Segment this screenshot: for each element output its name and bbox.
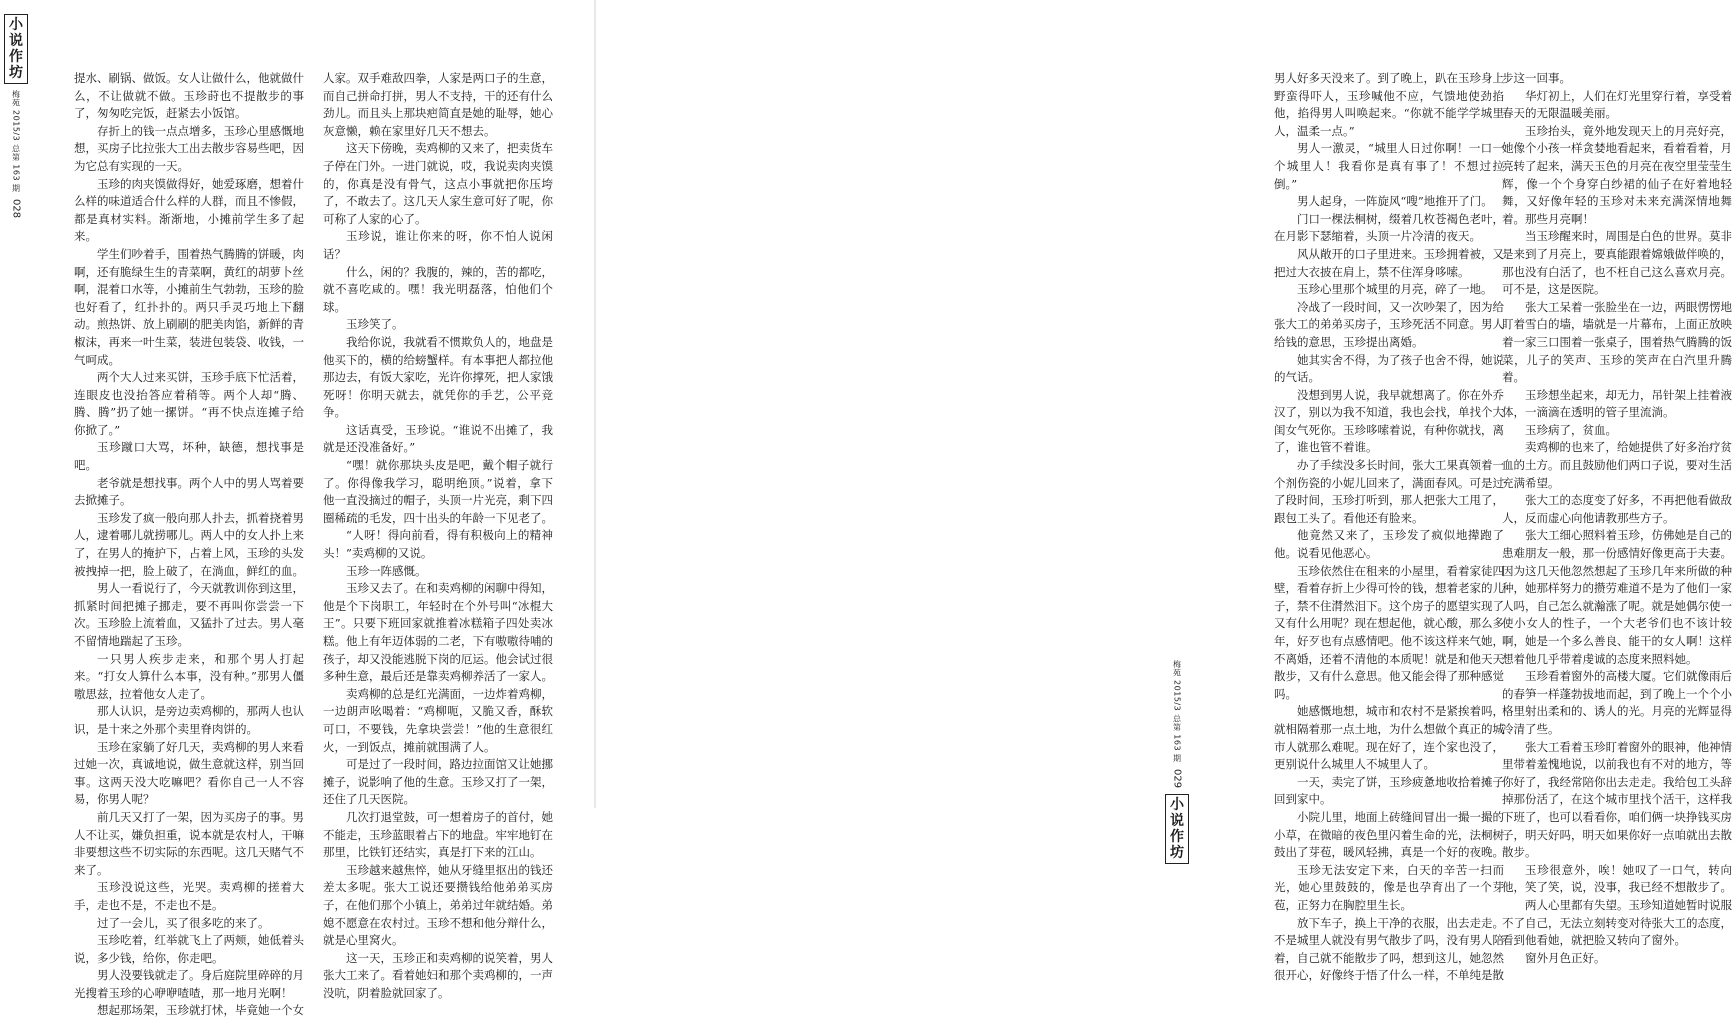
paragraph: 他竟然又来了，玉珍发了疯似地撵跑了他。说看见他恶心。 xyxy=(1274,528,1504,561)
paragraph: 那人认识，是旁边卖鸡柳的，那两人也认识，是十来之外那个卖里脊肉饼的。 xyxy=(74,704,304,736)
paragraph: 放下车子，换上干净的衣服，出去走走。不是城里人就没有男气散步了吗，没有男人陪着，自己就不能散步了吗，想到这儿，她忽然很开心，好像终于悟了什么一样，不单纯是散 xyxy=(1274,915,1504,983)
paragraph: 华灯初上，人们在灯光里穿行着，享受着春天的无限温暖美丽。 xyxy=(1502,88,1732,121)
section-title-char: 小 xyxy=(9,17,23,33)
paragraph: 我给你说，我就看不惯欺负人的，地盘是他买下的，横的给螃蟹样。有本事把人都拉他那边去，有饭大家吃，光许你撑死，把人家饿死呀！你明天就去，就凭你的手艺，公平竞争。 xyxy=(323,334,553,420)
paragraph: 步这一回事。 xyxy=(1502,71,1571,85)
section-title-box xyxy=(1165,794,1189,864)
paragraph: 她其实舍不得，为了孩子也舍不得，她说的气话。 xyxy=(1274,352,1504,385)
section-title-char: 坊 xyxy=(1170,844,1184,861)
paragraph: 两人心里都有失望。玉珍知道她暂时说服不了自己，无法立刻转变对待张大工的态度，看到他看她，就把脸又转向了窗外。 xyxy=(1502,897,1732,948)
paragraph: 玉珍的肉夹馍做得好，她爱琢磨，想着什么样的味道适合什么样的人群，而且不惨假，都是真材实料。渐渐地，小摊前学生多了起来。 xyxy=(74,176,304,244)
paragraph: 前几天又打了一架，因为买房子的事。男人不让买，嫌负担重，说本就是农村人，干嘛非要想这些不切实际的东西呢。这几天赌气不来了。 xyxy=(74,809,304,877)
paragraph: 玉珍看着窗外的高楼大厦。它们就像雨后的春笋一样蓬勃拔地而起，到了晚上一个个小格里射出柔和的、诱人的光。月亮的光辉显得冷清了些。 xyxy=(1502,669,1732,736)
paragraph: 玉珍蹴口大骂，坏种，缺德，想找事是吧。 xyxy=(74,440,304,473)
paragraph: 一天，卖完了饼，玉珍疲惫地收拾着摊子回到家中。 xyxy=(1274,774,1504,807)
section-title-char: 作 xyxy=(1170,828,1184,845)
page-number: 028 xyxy=(10,198,22,218)
paragraph: 玉珍抬头，竟外地发现天上的月亮好亮，她像个小孩一样贪婪地看起来，看着看着，月亮转了起来，满天玉色的月亮在夜空里莹莹生辉，像一个个身穿白纱裙的仙子在好着地轻舞，又好像年轻的玉珍对未来充满深情地舞着。那些月亮啊！ xyxy=(1502,123,1732,226)
paragraph: “嘿！就你那块头皮是吧，戴个帽子就行了。你得像我学习，聪明绝顶。”说着，拿下他一直没摘过的帽子，头顶一片光亮，剩下四圈稀疏的毛发，四十出头的年龄一下见老了。 xyxy=(323,458,553,525)
paragraph: 一只男人疾步走来，和那个男人打起来。“打女人算什么本事，没有种。”那男人僵嗷思兹，拉着他女人走了。 xyxy=(74,651,304,701)
paragraph: 玉珍在家躺了好几天，卖鸡柳的男人来看过她一次，真诚地说，做生意就这样，别当回事。这两天没大吃嘛吧？看你自己一人不容易，你男人呢？ xyxy=(74,739,304,807)
paragraph: 玉珍很意外，唉！她叹了一口气，转向他，笑了笑，说，没事，我已经不想散步了。 xyxy=(1502,862,1732,895)
paragraph: 存折上的钱一点点增多，玉珍心里感慨地想，买房子比拉张大工出去散步容易些吧，因为它总有实现的一天。 xyxy=(74,123,304,173)
paragraph: 玉珍没说这些，光哭。卖鸡柳的搓着大手，走也不是，不走也不是。 xyxy=(74,880,304,912)
paragraph: 可是过了一段时间，路边拉面馆又让她挪摊子，说影响了他的生意。玉珍又打了一架，还住了几天医院。 xyxy=(323,757,553,807)
running-head-right xyxy=(1163,660,1191,864)
paragraph: 玉珍想坐起来，却无力，吊针架上挂着液体，一滴滴在透明的管子里流淌。 xyxy=(1502,387,1732,420)
text-column xyxy=(74,70,304,1018)
paragraph: 她感慨地想，城市和农村不是紧挨着吗，就相隔着那一点土地，为什么想做个真正的城市人就那么难呢。现在好了，连个家也没了，更别说什么城里人不城里人了。 xyxy=(1274,704,1504,772)
paragraph: 玉珍病了，贫血。 xyxy=(1525,422,1617,437)
paragraph: 卖鸡柳的总是红光满面，一边炸着鸡柳，一边朗声吆喝着：“鸡柳呃，又脆又香，酥软可口，不要钱，先拿块尝尝！”他的生意很红火，一到饭点，摊前就围满了人。 xyxy=(323,686,553,754)
paragraph: 张大工细心照料着玉珍，仿佛她是自己的患难朋友一般，那一份感情好像更高于夫妻。因为这几天他忽然想起了玉珍几年来所做的种种，她那样努力的攒劳难道不是为了他们一家人吗，自己怎么就瀚涨了呢。就是她偶尔使一使小女人的性子，一个大老爷们也不该计较啊，她是一个多么善良、能干的女人啊！这样想着他几乎带着虔诚的态度来照料她。 xyxy=(1502,528,1732,666)
paragraph: 两个大人过来买饼，玉珍手底下忙活着，连眼皮也没抬答应着稍等。两个人却“腾、腾、腾”扔了她一摞饼。“再不快点连摊子给你掀了。” xyxy=(74,370,304,437)
paragraph: 卖鸡柳的也来了，给她提供了好多治疗贫血的土方。而且鼓励他们两口子说，要对生活充满希望。 xyxy=(1502,440,1732,490)
paragraph: 当玉珍醒来时，周围是白色的世界。莫非是来到了月亮上，要真能跟着嫦娥做伴唤的，那也没有白活了，也不枉自己这么喜欢月亮。可不是，这是医院。 xyxy=(1502,229,1732,297)
section-title-char: 说 xyxy=(9,33,23,49)
paragraph: 小院儿里，地面上砖缝间冒出一撮一撮的小草，在微暗的夜色里闪着生命的光，法桐树鼓出了芽苞，暖风轻拂，真是一个好的夜晚。 xyxy=(1274,809,1504,860)
paragraph: 玉珍依然住在租来的小屋里，看着家徒四壁，看着存折上少得可怜的钱，想着老家的儿子，禁不住潸然泪下。这个房子的愿望实现了又有什么用呢？现在想起他，就心酸，那么多年，好歹也有点感情吧。他不该这样来气她，不离婚，还着不清他的本质呢！就是和他天天散步，又有什么意思。他又能会得了那种感觉吗。 xyxy=(1274,563,1504,701)
section-title-char: 说 xyxy=(1170,812,1184,829)
text-column xyxy=(1502,70,1732,965)
left-page xyxy=(0,0,595,1018)
paragraph: 这一天，玉珍正和卖鸡柳的说笑着，男人张大工来了。看着她妇和那个卖鸡柳的，一声没吭，阴着脸就回家了。 xyxy=(323,950,553,1000)
paragraph: 冷战了一段时间，又一次吵架了，因为给张大工的弟弟买房子，玉珍死活不同意。男人给钱的意思，玉珍提出离婚。 xyxy=(1274,299,1504,349)
paragraph: 张大工看着玉珍盯着窗外的眼神，他神情里带着羞愧地说，以前我也有不对的地方，等你好了，我经常陪你出去走走。我给包工头辞掉那份活了，在这个城市里找个活干，这样我下班了，也可以看看你，咱们俩一块挣钱买房子，明天好吗，明天如果你好一点咱就出去散散步。 xyxy=(1502,739,1732,860)
paragraph: 玉珍说，谁让你来的呀，你不怕人说闲话？ xyxy=(323,229,553,261)
paragraph: 风从敞开的口子里进来。玉珍拥着被，又把过大衣披在肩上，禁不住浑身哆嗦。 xyxy=(1274,246,1504,279)
paragraph: 老爷就是想找事。两个人中的男人骂着要去掀摊子。 xyxy=(74,475,304,508)
paragraph: 这天下傍晚，卖鸡柳的又来了，把卖货车子停在门外。一进门就说，哎，我说卖肉夹馍的，你真是没有骨气，这点小事就把你压垮了，不敢去了。这几天人家生意可好了呢，你可称了人家的心了。 xyxy=(323,141,553,226)
paragraph: 男人一看说行了，今天就教训你到这里，抓紧时间把摊子挪走，要不再叫你尝尝一下次。玉珍脸上流着血，又猛扑了过去。男人毫不留情地踹起了玉珍。 xyxy=(74,581,304,648)
section-title-char: 作 xyxy=(9,49,23,65)
paragraph: 玉珍又去了。在和卖鸡柳的闲聊中得知，他是个下岗职工，年轻时在个外号叫“冰棍大王”。只要下班回家就推着冰糕箱子四处卖冰糕。他上有年迈体弱的二老，下有嗷嗷待哺的孩子，却又没能逃脱下岗的厄运。他会试过很多种生意，最后还是靠卖鸡柳养活了一家人。 xyxy=(323,581,553,684)
paragraph: 玉珍发了疯一般向那人扑去，抓着挠着男人，逮着哪儿就捞哪儿。两人中的女人扑上来了，在男人的掩护下，占着上风，玉珍的头发被拽掉一把，脸上破了，在淌血，鲜红的血。 xyxy=(74,510,304,578)
paragraph: 玉珍一阵感慨。 xyxy=(346,563,427,578)
running-head-left xyxy=(2,14,30,218)
paragraph: 几次打退堂鼓，可一想着房子的首付，她不能走，玉珍蓝眼着占下的地盘。牢牢地钉在那里，比铁钉还结实，真是打下来的江山。 xyxy=(323,809,553,860)
issue-info: 梅苑 2015/3 总第 163 期 xyxy=(1172,660,1182,763)
section-title-char: 小 xyxy=(1170,796,1184,813)
right-page xyxy=(596,0,1732,983)
section-title-box xyxy=(4,14,28,84)
paragraph: 张大工的态度变了好多，不再把他看做敌人，反而虚心向他请教那些方子。 xyxy=(1502,493,1732,525)
paragraph: 学生们吵着手，围着热气腾腾的饼暖，肉啊，还有脆绿生生的青菜啊，黄红的胡萝卜丝啊，混着口水等，小摊前生气勃勃，玉珍的脸也好看了，红扑扑的。两只手灵巧地上下翻动。煎热饼、放上刷刷的肥美肉馅，新鲜的青椒沫，再来一叶生菜，装进包装袋、收钱，一气呵成。 xyxy=(74,246,304,367)
paragraph: 这话真受，玉珍说。“谁说不出摊了，我就是还没准备好。” xyxy=(323,422,553,455)
paragraph: 没想到男人说，我早就想离了。你在外乔汉了，别以为我不知道，我也会找，单找个大闺女气死你。玉珍哆嗦着说，有种你就找，离了，谁也管不着谁。 xyxy=(1274,387,1504,455)
paragraph: 男人好多天没来了。到了晚上，趴在玉珍身上野蛮得吓人，玉珍喊他不应，气馈地使劲掐他，掐得男人叫唤起来。“你就不能学学城里人，温柔一点。” xyxy=(1274,71,1504,138)
paragraph: 玉珍吃着，红举就飞上了两颊，她低着头说，多少钱，给你，你走吧。 xyxy=(74,933,304,965)
page-number: 029 xyxy=(1171,768,1183,788)
paragraph: 什么，闲的？我腹的，辣的，苦的都吃，就不喜吃咸的。嘿！我光明磊落，怕他们个球。 xyxy=(323,264,553,314)
paragraph: 玉珍笑了。 xyxy=(346,317,404,332)
paragraph: 玉珍无法安定下来，白天的辛苦一扫而光，她心里鼓鼓的，像是也孕育出了一个芽苞，正努力在胸腔里生长。 xyxy=(1274,862,1504,912)
section-title-char: 坊 xyxy=(9,65,23,81)
paragraph: 窗外月色正好。 xyxy=(1525,950,1606,965)
issue-info: 梅苑 2015/3 总第 163 期 xyxy=(11,90,21,193)
paragraph: 门口一棵法桐树，缀着几枚苍褐色老叶，在月影下瑟缩着，头顶一片冷清的夜天。 xyxy=(1274,211,1504,244)
text-column xyxy=(1274,70,1504,983)
paragraph: “人呀！得向前看，得有积极向上的精神头！”卖鸡柳的又说。 xyxy=(323,528,553,561)
paragraph: 提水、刷锅、做饭。女人让做什么，他就做什么，不让做就不做。玉珍莳也不提散步的事了，匆匆吃完饭，赶紧去小饭馆。 xyxy=(74,71,304,121)
paragraph: 男人一激灵，“城里人日过你啊！一口一个城里人！我看你是真有事了！不想过拉倒。” xyxy=(1274,141,1504,191)
paragraph: 办了手续没多长时间，张大工果真领着一个剂伤瓷的小妮儿回来了，满面春风。可是过了段时间，玉珍打听到，那人把张大工甩了，跟包工头了。看他还有脸来。 xyxy=(1274,458,1504,525)
text-column xyxy=(323,70,553,1000)
paragraph: 人家。双手难敌四拳，人家是两口子的生意，而自己拼命打拼，男人不支持，干的还有什么劲儿。而且头上那块疤简直是她的耻辱，她心灰意懒，赖在家里好几天不想去。 xyxy=(323,71,553,138)
paragraph: 男人没要钱就走了。身后庭院里碎碎的月光搜着玉珍的心咿咿喳喳，那一地月光啊！ xyxy=(74,968,304,1000)
paragraph: 玉珍心里那个城里的月亮，碎了一地。 xyxy=(1297,282,1493,297)
paragraph: 想起那场架，玉珍就打怵，毕竟她一个女 xyxy=(97,1003,304,1018)
paragraph: 男人起身，一阵旋风“嗖”地推开了门。 xyxy=(1297,194,1493,209)
paragraph: 玉珍越来越焦悴，她从牙缝里抠出的钱还差太多呢。张大工说还要攒钱给他弟弟买房子，在他们那个小镇上，弟弟过年就结婚。弟媳不愿意在农村过。玉珍不想和他分辩什么，就是心里窝火。 xyxy=(323,862,553,948)
paragraph: 过了一会儿，买了很多吃的来了。 xyxy=(97,915,270,930)
paragraph: 张大工呆着一张脸坐在一边，两眼愣愣地盯着雪白的墙，墙就是一片幕布，上面正放映着一家三口围着一张桌子，围着热气腾腾的饭菜，儿子的笑声、玉珍的笑声在白汽里升腾着。 xyxy=(1502,299,1732,385)
